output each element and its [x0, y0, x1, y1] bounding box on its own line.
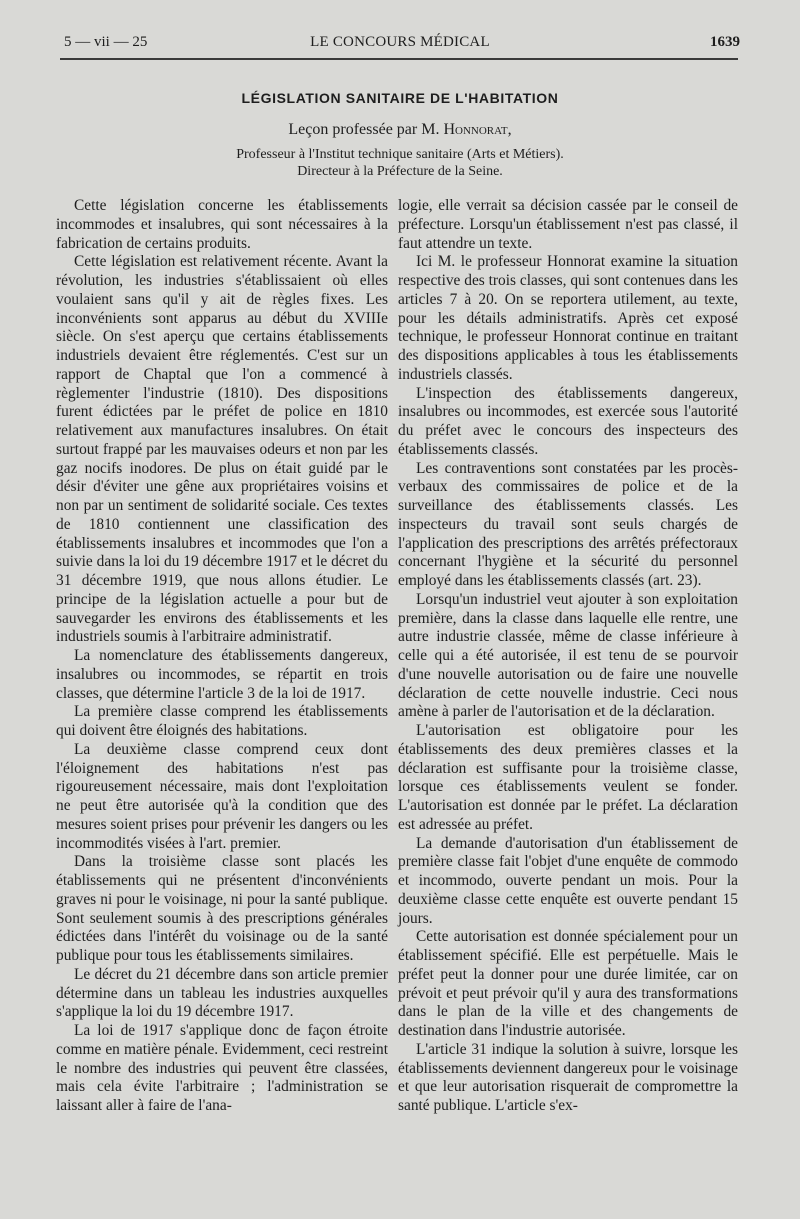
issue-date: 5 — vii — 25	[64, 34, 148, 50]
paragraph: Les contraventions sont constatées par les procès-verbaux des commissaires de police et de la surveillance des établissements classés. Les inspecteurs du travail sont seuls chargés de l'application des prescriptions des arrêtés préfectoraux concernant l'hygiène et la sécurité du personnel employé dans les établissements classés (art. 23).	[398, 459, 738, 589]
paragraph: Le décret du 21 décembre dans son article premier détermine dans un tableau les industries auxquelles s'applique la loi du 19 décembre 1917.	[56, 965, 388, 1021]
paragraph: L'inspection des établissements dangereux, insalubres ou incommodes, est exercée sous l'autorité du préfet avec le concours des inspecteurs des établissements classés.	[398, 384, 738, 458]
author-name: Honnorat,	[443, 121, 512, 138]
paragraph: La loi de 1917 s'applique donc de façon étroite comme en matière pénale. Evidemment, ceci restreint le nombre des industries qui peuvent être classées, mais cela évite l'arbitraire ; l'administration se laissant aller à faire de l'ana-	[56, 1022, 388, 1114]
paragraph: La nomenclature des établissements dangereux, insalubres ou incommodes, se répartit en trois classes, que détermine l'article 3 de la loi de 1917.	[56, 647, 388, 702]
right-column	[398, 197, 738, 1197]
paragraph: L'autorisation est obligatoire pour les établissements des deux premières classes et la déclaration est suffisante pour la troisième classe, lorsque ces établissements veulent se fonder. L'autorisation est donnée par le préfet. La déclaration est adressée au préfet.	[398, 722, 738, 833]
author-affiliation-1: Professeur à l'Institut technique sanitaire (Arts et Métiers).	[236, 147, 564, 162]
paragraph: Lorsqu'un industriel veut ajouter à son exploitation première, dans la classe dans laquelle elle rentre, une autre industrie classée, même de classe inférieure à celle qui a été autorisée, il est tenu de se pourvoir d'une nouvelle autorisation ou de faire une nouvelle déclaration de cette nouvelle industrie. Ceci nous amène à parler de l'autorisation et de la déclaration.	[398, 590, 738, 721]
paragraph: La demande d'autorisation d'un établissement de première classe fait l'objet d'une enquête de commodo et incommodo, ouverte pendant un mois. Pour la deuxième classe cette enquête est ouverte pendant 15 jours.	[398, 834, 738, 927]
paragraph: Cette autorisation est donnée spécialement pour un établissement spécifié. Elle est perpétuelle. Mais le préfet peut la donner pour une durée limitée, car on prévoit et peut prévoir qu'il y aura des transformations dans le plan de la ville et des changements de destination dans l'industrie autorisée.	[398, 928, 738, 1039]
byline-prefix: Leçon professée par M.	[288, 121, 440, 138]
journal-title: LE CONCOURS MÉDICAL	[310, 34, 490, 50]
paragraph: La première classe comprend les établissements qui doivent être éloignés des habitations.	[56, 703, 388, 739]
paragraph-continuation: logie, elle verrait sa décision cassée par le conseil de préfecture. Lorsqu'un établissement n'est pas classé, il faut attendre un texte.	[398, 197, 738, 252]
paragraph: Cette législation est relativement récente. Avant la révolution, les industries s'établissaient où elles voulaient sans qu'il y ait de règles fixes. Les inconvénients sont apparus au début du XVIIIe siècle. On s'est aperçu que certains établissements industriels devaient être réglementés. C'est sur un rapport de Chaptal que l'on a commencé à règlementer l'industrie (1810). Des dispositions furent édictées par le préfet de police en 1810 relativement aux manufactures insalubres. On était surtout frappé par les mauvaises odeurs et non par les gaz nocifs inodores. De plus on était guidé par le désir d'éviter une gêne aux propriétaires voisins et non par un sentiment de solidarité sociale. Ces textes de 1810 contiennent une classification des établissements insalubres et incommodes que l'on a suivie dans la loi du 19 décembre 1917 et le décret du 31 décembre 1919, que nous allons étudier. Le principe de la législation actuelle a pour but de sauvegarder les environs des établissements et les industriels soumis à l'arbitraire administratif.	[56, 253, 388, 646]
article-title: LÉGISLATION SANITAIRE DE L'HABITATION	[241, 90, 559, 106]
page-number: 1639	[710, 34, 740, 50]
paragraph: Cette législation concerne les établissements incommodes et insalubres, qui sont nécessaires à la fabrication de certains produits.	[56, 197, 388, 252]
left-column	[56, 197, 388, 1197]
paragraph: La deuxième classe comprend ceux dont l'éloignement des habitations n'est pas rigoureusement nécessaire, mais dont l'exploitation ne peut être autorisée qu'à la condition que des mesures soient prises pour prévenir les dangers ou les incommodités visées à l'art. premier.	[56, 740, 388, 852]
author-affiliation-2: Directeur à la Préfecture de la Seine.	[297, 164, 503, 179]
paragraph: L'article 31 indique la solution à suivre, lorsque les établissements deviennent dangereux pour le voisinage et que leur autorisation risquerait de compromettre la santé publique. L'article s'ex-	[398, 1040, 738, 1114]
byline	[0, 121, 800, 139]
running-head	[60, 34, 740, 56]
paragraph: Dans la troisième classe sont placés les établissements qui ne présentent d'inconvénients graves ni pour le voisinage, ni pour la santé publique. Sont seulement soumis à des prescriptions générales édictées dans l'intérêt du voisinage ou de la santé publique pour tous les établissements similaires.	[56, 853, 388, 964]
header-rule	[60, 58, 738, 60]
paragraph: Ici M. le professeur Honnorat examine la situation respective des trois classes, qui sont contenues dans les articles 7 à 20. On se reportera utilement, au texte, pour les détails administratifs. Après cet exposé technique, le professeur Honnorat continue en traitant des dispositions applicables à tous les établissements industriels classés.	[398, 253, 738, 383]
